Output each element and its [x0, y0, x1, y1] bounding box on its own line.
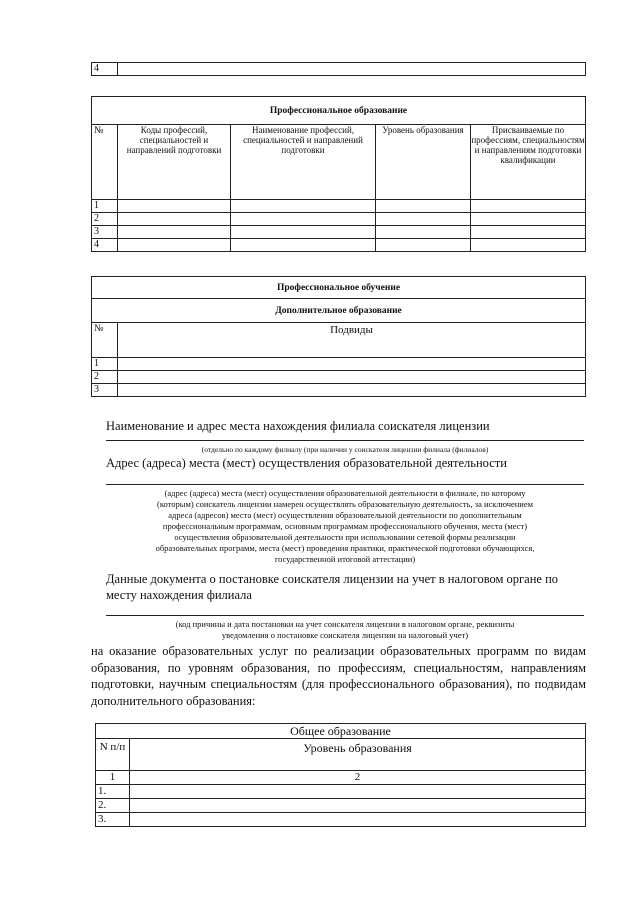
row-number: 3: [92, 226, 118, 239]
header-names: Наименование профессий, специальностей и направлений подготовки: [231, 125, 376, 200]
cell[interactable]: [130, 799, 586, 813]
prof-training-table: [91, 276, 586, 397]
header-number: №: [92, 323, 118, 358]
cell[interactable]: [118, 226, 231, 239]
column-number-2: 2: [130, 771, 586, 785]
header-qualifications: Присваиваемые по профессиям, специальностям и направлениям подготовки квалификации: [471, 125, 586, 200]
cell[interactable]: [231, 200, 376, 213]
top-row-cell[interactable]: [118, 63, 586, 76]
prof-education-table: [91, 96, 586, 252]
cell[interactable]: [130, 813, 586, 827]
cell[interactable]: [376, 239, 471, 252]
top-row-number: 4: [92, 63, 118, 76]
tax-label: Данные документа о постановке соискателя лицензии на учет в налоговом органе по месту нахождения филиала: [106, 572, 559, 602]
general-education-title: Общее образование: [96, 724, 586, 739]
cell[interactable]: [376, 226, 471, 239]
branch-name-note: (отдельно по каждому филиалу (при наличии у соискателя лицензии филиала (филиалов): [201, 445, 489, 454]
table-row: [96, 799, 586, 813]
row-number: 2: [92, 371, 118, 384]
cell[interactable]: [376, 213, 471, 226]
header-number: №: [92, 125, 118, 200]
header-number: N п/п: [96, 739, 130, 771]
cell[interactable]: [118, 384, 586, 397]
branch-name-line[interactable]: [106, 440, 584, 441]
table-row: [92, 239, 586, 252]
cell[interactable]: [471, 239, 586, 252]
table-row: [92, 226, 586, 239]
additional-education-title: Дополнительное образование: [92, 299, 586, 323]
cell[interactable]: [471, 213, 586, 226]
row-number: 1.: [96, 785, 130, 799]
header-codes: Коды профессий, специальностей и направлений подготовки: [118, 125, 231, 200]
cell[interactable]: [231, 213, 376, 226]
cell[interactable]: [471, 200, 586, 213]
cell[interactable]: [130, 785, 586, 799]
cell[interactable]: [118, 358, 586, 371]
table-row: [92, 200, 586, 213]
column-number-1: 1: [96, 771, 130, 785]
row-number: 2: [92, 213, 118, 226]
cell[interactable]: [118, 213, 231, 226]
row-number: 1: [92, 200, 118, 213]
header-level: Уровень образования: [376, 125, 471, 200]
cell[interactable]: [118, 371, 586, 384]
services-paragraph: на оказание образовательных услуг по реализации образовательных программ по видам образования, по уровням образования, по профессиям, специальностям, направлениям подготовки, научным специальностям (для профессионального образования), по подвидам дополнительного образования:: [91, 644, 586, 708]
top-row-table: [91, 62, 586, 76]
general-education-table: [95, 723, 586, 827]
table-row: [92, 371, 586, 384]
prof-education-title: Профессиональное образование: [92, 97, 586, 125]
header-level: Уровень образования: [130, 739, 586, 771]
table-row: [96, 785, 586, 799]
address-note: (адрес (адреса) места (мест) осуществления образовательной деятельности в филиале, по которому (которым) соискатель лицензии намерен осуществлять образовательную деятельность, за исключением адреса (адресов) места (мест) осуществления образовательной деятельности по дополнительным профессиональным программам, основным программам профессионального обучения, места (мест) осуществления образовательной деятельности при использовании сетевой формы реализации образовательных программ, места (мест) проведения практики, практической подготовки обучающихся, государственной итоговой аттестации): [155, 488, 535, 564]
row-number: 2.: [96, 799, 130, 813]
address-label: Адрес (адреса) места (мест) осуществления образовательной деятельности: [106, 456, 507, 470]
prof-training-title: Профессиональное обучение: [92, 277, 586, 299]
table-row: [92, 358, 586, 371]
header-subtypes: Подвиды: [118, 323, 586, 358]
branch-name-label: Наименование и адрес места нахождения филиала соискателя лицензии: [106, 419, 490, 433]
tax-note: (код причины и дата постановки на учет соискателя лицензии в налоговом органе, реквизиты уведомления о постановке соискателя лицензии на налоговый учет): [175, 619, 515, 640]
table-row: [92, 213, 586, 226]
address-line[interactable]: [106, 484, 584, 485]
cell[interactable]: [376, 200, 471, 213]
cell[interactable]: [118, 200, 231, 213]
table-row: [96, 813, 586, 827]
table-row: [92, 384, 586, 397]
cell[interactable]: [471, 226, 586, 239]
cell[interactable]: [231, 226, 376, 239]
cell[interactable]: [118, 239, 231, 252]
row-number: 4: [92, 239, 118, 252]
row-number: 1: [92, 358, 118, 371]
tax-line[interactable]: [106, 615, 584, 616]
row-number: 3.: [96, 813, 130, 827]
cell[interactable]: [231, 239, 376, 252]
row-number: 3: [92, 384, 118, 397]
